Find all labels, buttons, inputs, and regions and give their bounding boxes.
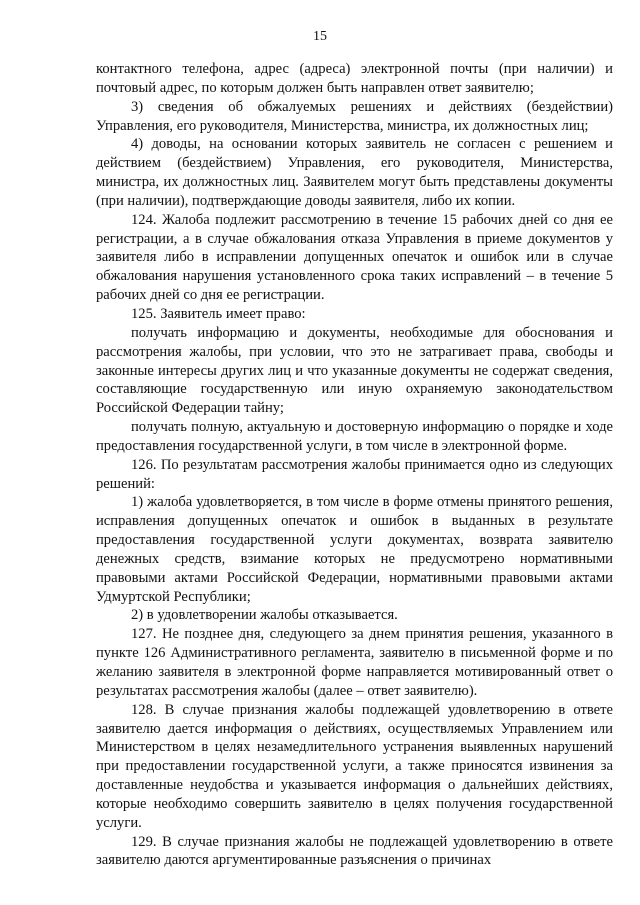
paragraph-126-decision-2: 2) в удовлетворении жалобы отказывается. [131,607,398,624]
paragraph-129: 129. В случае признания жалобы не подлежащей удовлетворению в ответе заявителю даются аргументированные разъяснения о причинах [96,833,613,869]
paragraph-126: 126. По результатам рассмотрения жалобы принимается одно из следующих решений: [96,456,613,492]
paragraph-contact-info: контактного телефона, адрес (адреса) электронной почты (при наличии) и почтовый адрес, по которым должен быть направлен ответ заявителю; [96,61,613,96]
paragraph-125: 125. Заявитель имеет право: [131,305,306,322]
paragraph-128: 128. В случае признания жалобы подлежащей удовлетворению в ответе заявителю дается информация о действиях, осуществляемых Управлением или Министерством в целях незамедлительного устранения выявленных нарушений при предоставлении государственной услуги, а также приносятся извинения за доставленные неудобства и указывается информация о дальнейших действиях, которые необходимо совершить заявителю в целях получения государственной услуги. [96,701,613,831]
page-number: 15 [313,29,327,44]
document-body [96,60,613,870]
paragraph-item-3: 3) сведения об обжалуемых решениях и действиях (бездействии) Управления, его руководителя, Министерства, министра, их должностных лиц; [96,98,613,134]
paragraph-125-right-2: получать полную, актуальную и достоверную информацию о порядке и ходе предоставления государственной услуги, в том числе в электронной форме. [96,419,613,454]
paragraph-127: 127. Не позднее дня, следующего за днем принятия решения, указанного в пункте 126 Административного регламента, заявителю в письменной форме и по желанию заявителя в электронной форме направляется мотивированный ответ о результатах рассмотрения жалобы (далее – ответ заявителю). [96,626,613,699]
paragraph-126-decision-1: 1) жалоба удовлетворяется, в том числе в форме отмены принятого решения, исправления допущенных опечаток и ошибок в выданных в результате предоставления государственной услуги документах, возврата заявителю денежных средств, взимание которых не предусмотрено нормативными правовыми актами Российской Федерации, нормативными правовыми актами Удмуртской Республики; [96,494,613,605]
paragraph-item-4: 4) доводы, на основании которых заявитель не согласен с решением и действием (бездействием) Управления, его руководителя, Министерства, министра, их должностных лиц. Заявителем могут быть представлены документы (при наличии), подтверждающие доводы заявителя, либо их копии. [96,136,613,209]
paragraph-125-right-1: получать информацию и документы, необходимые для обоснования и рассмотрения жалобы, при условии, что это не затрагивает права, свободы и законные интересы других лиц и что указанные документы не содержат сведения, составляющие государственную или иную охраняемую законодательством Российской Федерации тайну; [96,324,613,417]
paragraph-124: 124. Жалоба подлежит рассмотрению в течение 15 рабочих дней со дня ее регистрации, а в случае обжалования отказа Управления в приеме документов у заявителя либо в исправлении допущенных опечаток и ошибок или в случае обжалования нарушения установленного срока таких исправлений – в течение 5 рабочих дней со дня ее регистрации. [96,211,613,304]
